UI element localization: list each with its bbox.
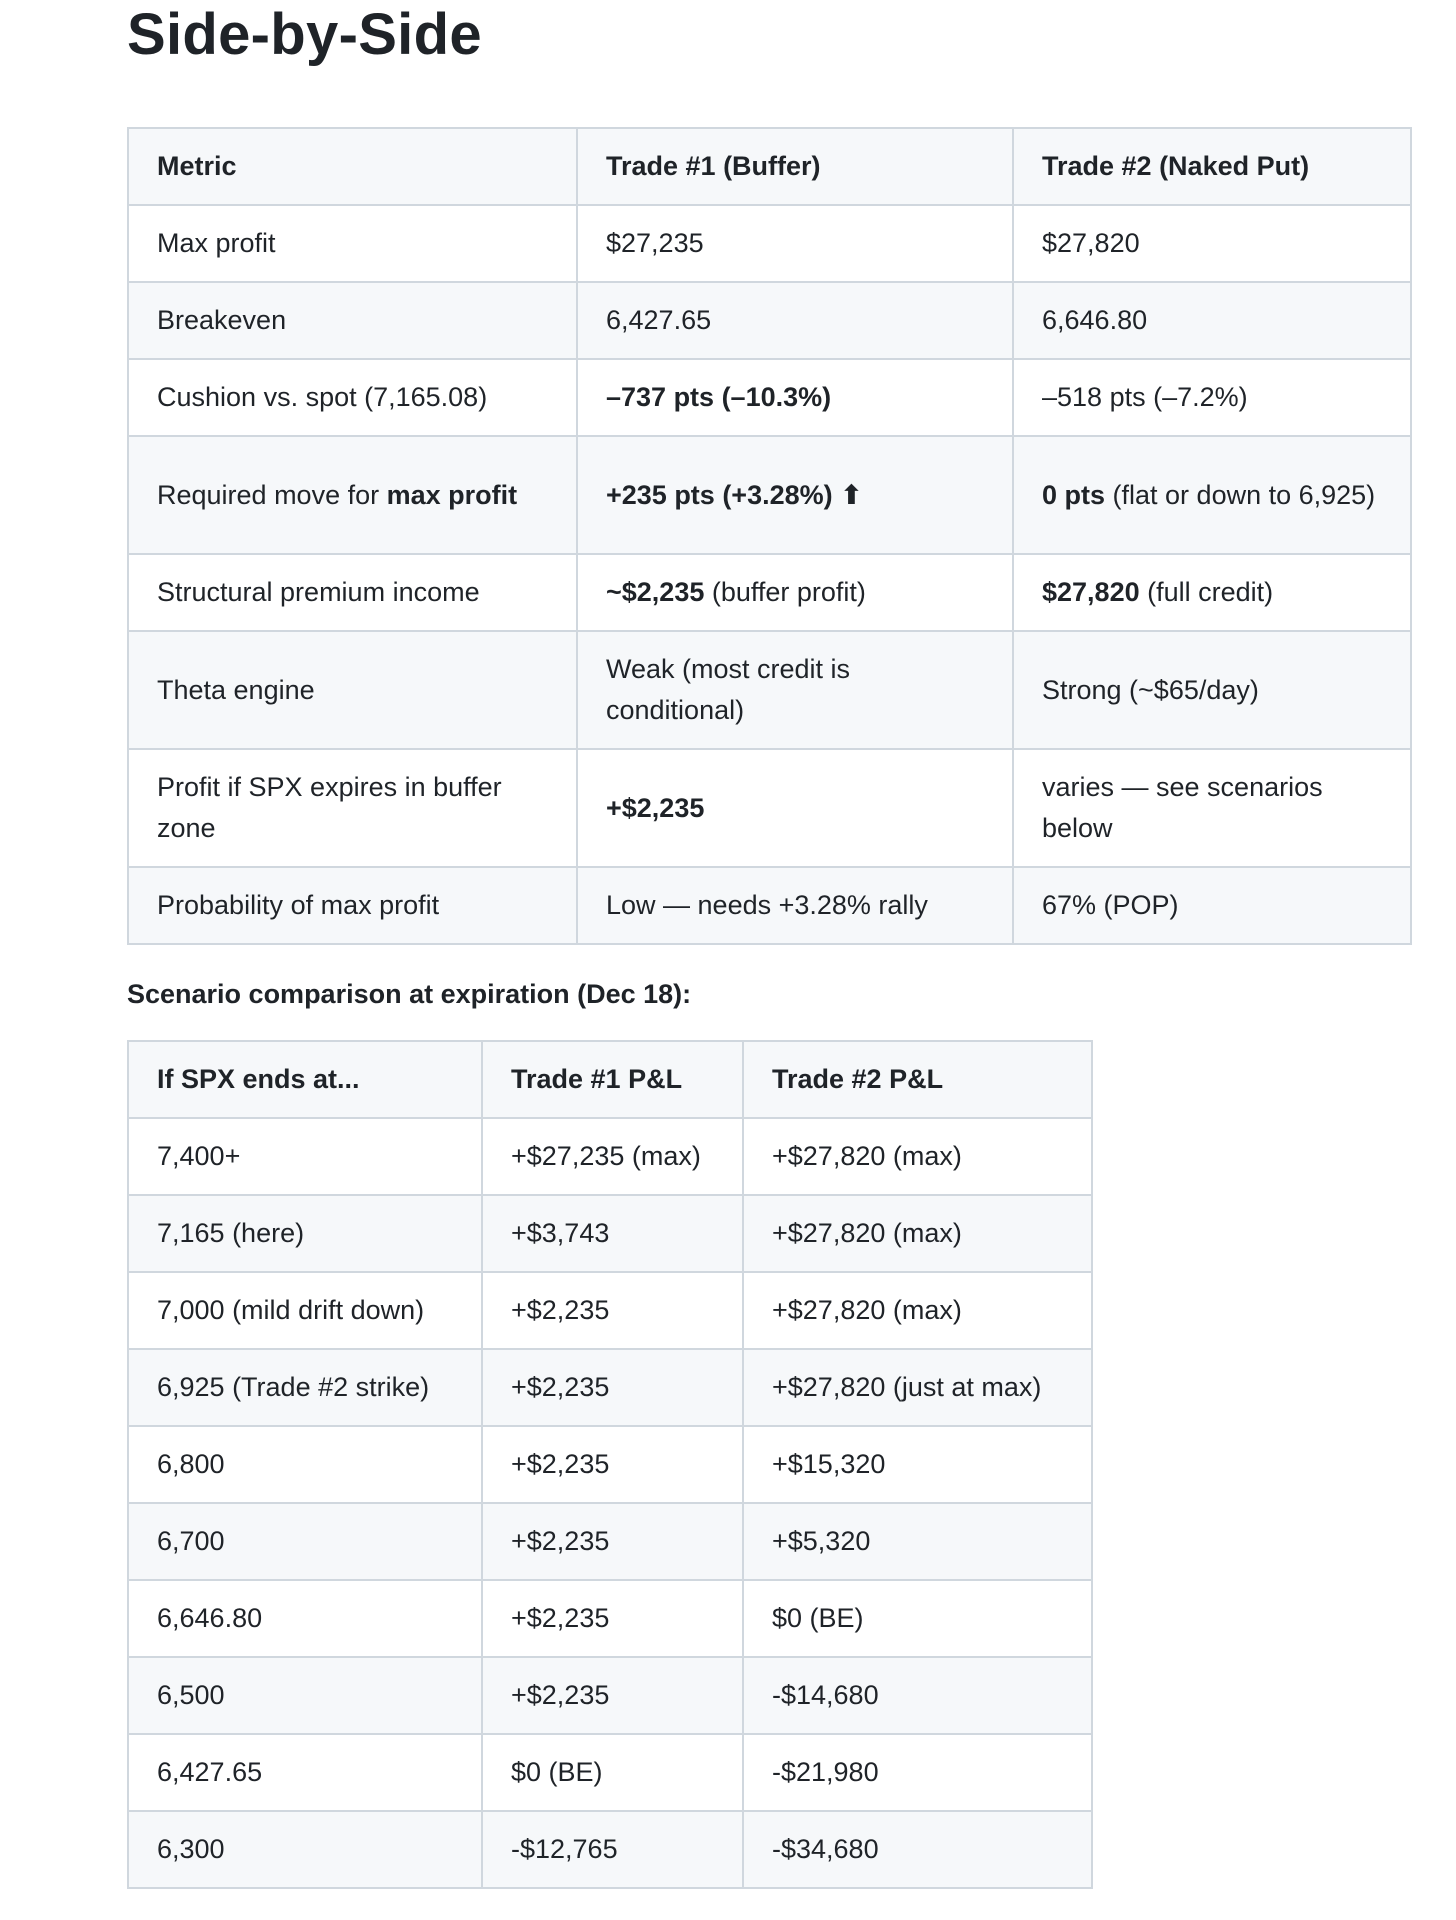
trade2-pnl-cell: +$5,320 [743,1503,1092,1580]
trade2-cell: –518 pts (–7.2%) [1013,359,1411,436]
trade1-cell: Low — needs +3.28% rally [577,867,1013,944]
table-row [128,1811,1092,1888]
trade1-pnl-cell: +$2,235 [482,1426,743,1503]
trade2-pnl-cell: +$15,320 [743,1426,1092,1503]
spx-level-cell: 6,646.80 [128,1580,482,1657]
trade1-pnl-cell: $0 (BE) [482,1734,743,1811]
trade2-cell: 67% (POP) [1013,867,1411,944]
trade2-cell: $27,820 [1013,205,1411,282]
scenario-caption: Scenario comparison at expiration (Dec 18): [127,979,692,1009]
trade2-pnl-cell: $0 (BE) [743,1580,1092,1657]
spx-level-cell: 6,800 [128,1426,482,1503]
metric-cell: Probability of max profit [128,867,577,944]
header-trade1-pnl: Trade #1 P&L [482,1041,743,1118]
trade2-pnl-cell: -$14,680 [743,1657,1092,1734]
table-row [128,359,1411,436]
value-note: (flat or down to 6,925) [1105,479,1376,510]
spx-level-cell: 7,400+ [128,1118,482,1195]
metric-cell: Cushion vs. spot (7,165.08) [128,359,577,436]
bold-value: ~$2,235 [606,577,705,607]
table-header-row [128,1041,1092,1118]
bold-value: $27,820 [1042,577,1140,607]
bold-value: max profit [386,479,518,510]
trade1-pnl-cell: +$27,235 (max) [482,1118,743,1195]
metric-cell: Structural premium income [128,554,577,631]
table-row [128,1349,1092,1426]
trade2-pnl-cell: +$27,820 (max) [743,1272,1092,1349]
trade1-pnl-cell: +$2,235 [482,1503,743,1580]
scenario-table [127,1040,1093,1889]
header-trade2-pnl: Trade #2 P&L [743,1041,1092,1118]
table-header-row [128,128,1411,205]
trade1-cell [577,359,1013,436]
metric-text: Required move for [157,479,387,510]
metric-cell: Profit if SPX expires in buffer zone [128,749,577,867]
trade2-cell: varies — see scenarios below [1013,749,1411,867]
table-row [128,436,1411,554]
trade1-pnl-cell: +$2,235 [482,1657,743,1734]
header-metric: Metric [128,128,577,205]
trade1-cell [577,436,1013,554]
trade1-pnl-cell: +$2,235 [482,1349,743,1426]
table-row [128,1272,1092,1349]
table-row [128,1195,1092,1272]
trade2-cell [1013,554,1411,631]
bold-value: –737 pts (–10.3%) [606,382,832,412]
metric-cell: Theta engine [128,631,577,749]
trade2-cell: 6,646.80 [1013,282,1411,359]
trade1-pnl-cell: -$12,765 [482,1811,743,1888]
bold-value: 0 pts [1042,479,1106,510]
value-note: (full credit) [1139,577,1274,607]
spx-level-cell: 6,925 (Trade #2 strike) [128,1349,482,1426]
trade1-pnl-cell: +$2,235 [482,1580,743,1657]
page-title: Side-by-Side [127,2,482,67]
trade1-cell: $27,235 [577,205,1013,282]
trade2-cell [1013,436,1411,554]
spx-level-cell: 7,165 (here) [128,1195,482,1272]
spx-level-cell: 6,500 [128,1657,482,1734]
table-row [128,205,1411,282]
table-row [128,631,1411,749]
table-row [128,867,1411,944]
spx-level-cell: 6,700 [128,1503,482,1580]
metric-cell: Breakeven [128,282,577,359]
header-spx-end: If SPX ends at... [128,1041,482,1118]
table-row [128,1118,1092,1195]
table-row [128,1426,1092,1503]
spx-level-cell: 7,000 (mild drift down) [128,1272,482,1349]
metric-cell [128,436,577,554]
trade1-pnl-cell: +$2,235 [482,1272,743,1349]
header-trade1: Trade #1 (Buffer) [577,128,1013,205]
header-trade2: Trade #2 (Naked Put) [1013,128,1411,205]
bold-value: +235 pts (+3.28%) ⬆ [606,479,863,510]
trade2-pnl-cell: +$27,820 (just at max) [743,1349,1092,1426]
trade2-pnl-cell: +$27,820 (max) [743,1195,1092,1272]
spx-level-cell: 6,300 [128,1811,482,1888]
trade1-cell [577,749,1013,867]
comparison-table [127,127,1412,945]
trade2-pnl-cell: +$27,820 (max) [743,1118,1092,1195]
table-row [128,1580,1092,1657]
trade2-pnl-cell: -$34,680 [743,1811,1092,1888]
trade1-cell [577,554,1013,631]
table-row [128,749,1411,867]
trade1-cell: Weak (most credit is conditional) [577,631,1013,749]
trade1-cell: 6,427.65 [577,282,1013,359]
metric-cell: Max profit [128,205,577,282]
value-note: (buffer profit) [704,577,866,607]
spx-level-cell: 6,427.65 [128,1734,482,1811]
table-row [128,1734,1092,1811]
table-row [128,1503,1092,1580]
trade2-pnl-cell: -$21,980 [743,1734,1092,1811]
table-row [128,1657,1092,1734]
trade2-cell: Strong (~$65/day) [1013,631,1411,749]
bold-value: +$2,235 [606,792,705,823]
table-row [128,554,1411,631]
trade1-pnl-cell: +$3,743 [482,1195,743,1272]
table-row [128,282,1411,359]
